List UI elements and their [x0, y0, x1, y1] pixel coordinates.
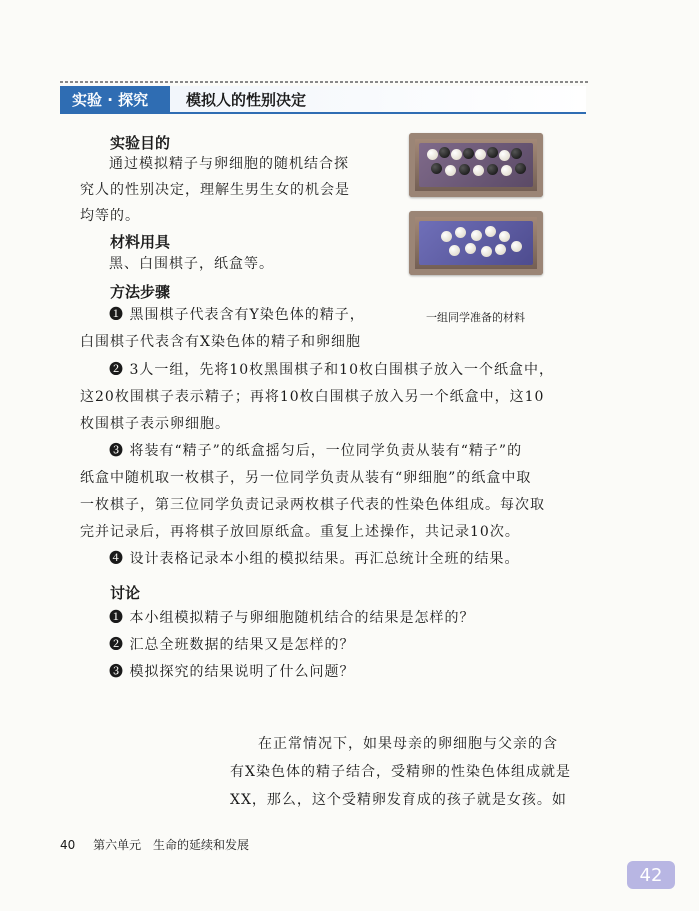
purpose-heading: 实验目的: [110, 134, 171, 152]
step1-line-1: ❶ 黑围棋子代表含有Y染色体的精子，: [109, 307, 365, 323]
purpose-line-1: 通过模拟精子与卵细胞的随机结合探: [109, 156, 349, 172]
step4-line: ❹ 设计表格记录本小组的模拟结果。再汇总统计全班的结果。: [109, 551, 520, 567]
discussion-item-2: ❷ 汇总全班数据的结果又是怎样的？: [109, 637, 355, 653]
discussion-item-1: ❶ 本小组模拟精子与卵细胞随机结合的结果是怎样的？: [109, 610, 475, 626]
materials-heading: 材料用具: [110, 233, 171, 251]
method-heading: 方法步骤: [110, 283, 171, 301]
header-rule: [60, 81, 590, 83]
body-line-1: 在正常情况下，如果母亲的卵细胞与父亲的含: [258, 736, 558, 752]
section-title: 模拟人的性别决定: [170, 86, 586, 112]
step3-line-4: 完并记录后，再将棋子放回原纸盒。重复上述操作，共记录10次。: [80, 524, 520, 540]
section-header: [60, 86, 586, 114]
page-footer: [60, 836, 249, 853]
step3-line-2: 纸盒中随机取一枚棋子，另一位同学负责从装有“卵细胞”的纸盒中取: [80, 470, 532, 486]
step2-line-2: 这20枚围棋子表示精子；再将10枚白围棋子放入另一个纸盒中，这10: [80, 389, 545, 405]
materials-text: 黑、白围棋子，纸盒等。: [109, 256, 274, 272]
step2-line-3: 枚围棋子表示卵细胞。: [80, 416, 230, 432]
unit-label: 第六单元: [93, 838, 142, 852]
sperm-box-image: [409, 133, 543, 197]
purpose-line-2: 究人的性别决定，理解生男生女的机会是: [80, 182, 350, 198]
step1-line-2: 白围棋子代表含有X染色体的精子和卵细胞: [80, 334, 361, 350]
chapter-label: 生命的延续和发展: [152, 838, 249, 852]
body-line-2: 有X染色体的精子结合，受精卵的性染色体组成就是: [230, 764, 571, 780]
page-number: 40: [60, 838, 76, 852]
section-tag: 实验 · 探究: [60, 86, 170, 112]
body-line-3: XX，那么，这个受精卵发育成的孩子就是女孩。如: [230, 792, 567, 808]
page-badge: 42: [627, 861, 675, 889]
figure-caption: 一组同学准备的材料: [426, 311, 525, 324]
purpose-line-3: 均等的。: [80, 208, 140, 224]
step3-line-1: ❸ 将装有“精子”的纸盒摇匀后，一位同学负责从装有“精子”的: [109, 443, 523, 459]
step2-line-1: ❷ 3人一组，先将10枚黑围棋子和10枚白围棋子放入一个纸盒中，: [109, 362, 554, 378]
egg-box-image: [409, 211, 543, 275]
discussion-heading: 讨论: [110, 584, 141, 602]
materials-photo: [409, 133, 549, 289]
discussion-item-3: ❸ 模拟探究的结果说明了什么问题？: [109, 664, 355, 680]
step3-line-3: 一枚棋子，第三位同学负责记录两枚棋子代表的性染色体组成。每次取: [80, 497, 545, 513]
